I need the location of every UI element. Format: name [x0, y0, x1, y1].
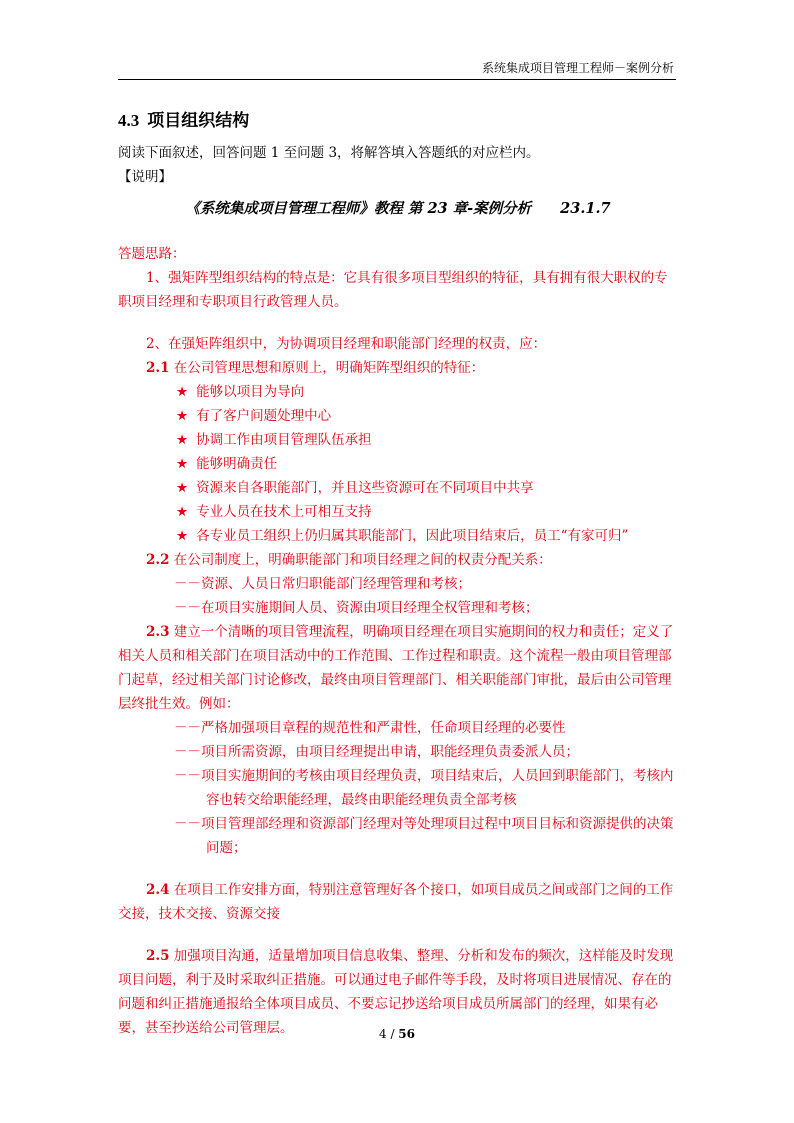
subsection-number: 2.3 — [146, 624, 170, 640]
page-total: 56 — [398, 1027, 415, 1041]
description-label: 【说明】 — [118, 169, 172, 185]
list-item: ★ 专业人员在技术上可相互支持 — [176, 504, 372, 520]
star-icon: ★ — [176, 504, 189, 520]
list-item: －－项目实施期间的考核由项目经理负责，项目结束后，人员回到职能部门，考核内容也转交给职能经理，最终由职能经理负责全部考核 — [174, 768, 674, 808]
section-number: 4.3 — [118, 111, 140, 130]
page-number: 4 — [378, 1027, 387, 1041]
textbook-reference: 《系统集成项目管理工程师》教程 第 23 章-案例分析 23.1.7 — [185, 200, 611, 217]
star-icon: ★ — [176, 408, 189, 424]
page-footer: 4 / 56 — [378, 1027, 415, 1041]
answer-point-2: 2、在强矩阵组织中，为协调项目经理和职能部门经理的权责，应： — [146, 336, 547, 352]
subsection-number: 2.4 — [146, 882, 170, 898]
list-item: ★ 协调工作由项目管理队伍承担 — [176, 432, 372, 448]
answer-heading: 答题思路： — [118, 246, 186, 262]
subsection-2-1 — [118, 356, 678, 380]
list-item: ★ 有了客户问题处理中心 — [176, 408, 332, 424]
star-icon: ★ — [176, 528, 189, 544]
star-list — [118, 380, 678, 548]
subsection-2-2 — [118, 548, 678, 572]
list-item: －－在项目实施期间人员、资源由项目经理全权管理和考核； — [174, 600, 539, 616]
subsection-text: 在公司制度上，明确职能部门和项目经理之间的权责分配关系： — [173, 552, 552, 568]
page-content — [118, 100, 678, 1040]
subsection-2-3 — [118, 620, 678, 716]
list-item: －－项目管理部经理和资源部门经理对等处理项目过程中项目目标和资源提供的决策问题； — [174, 816, 674, 856]
intro-paragraph: 阅读下面叙述，回答问题 1 至问题 3，将解答填入答题纸的对应栏内。 — [118, 145, 540, 161]
list-item: ★ 能够明确责任 — [176, 456, 278, 472]
subsection-number: 2.1 — [146, 360, 170, 376]
answer-block — [118, 242, 678, 1040]
subsection-text: 加强项目沟通，适量增加项目信息收集、整理、分析和发布的频次，这样能及时发现项目问题，利于及时采取纠正措施。可以通过电子邮件等手段，及时将项目进展情况、存在的问题和纠正措施通报给全体项目成员、不要忘记抄送给项目成员所属部门的经理，如果有必要，甚至抄送给公司管理层。 — [118, 948, 674, 1036]
answer-point-1: 1、强矩阵型组织结构的特点是：它具有很多项目型组织的特征，具有拥有很大职权的专职项目经理和专职项目行政管理人员。 — [118, 270, 668, 310]
star-icon: ★ — [176, 480, 189, 496]
subsection-text: 在项目工作安排方面，特别注意管理好各个接口，如项目成员之间或部门之间的工作交接，技术交接、资源交接 — [118, 882, 674, 922]
section-title — [118, 106, 678, 131]
section-title-text: 项目组织结构 — [147, 111, 250, 131]
list-item: ★ 各专业员工组织上仍归属其职能部门，因此项目结束后，员工“有家可归” — [176, 528, 629, 544]
subsection-2-5 — [118, 944, 678, 1040]
subsection-text: 建立一个清晰的项目管理流程，明确项目经理在项目实施期间的权力和责任；定义了相关人员和相关部门在项目活动中的工作范围、工作过程和职责。这个流程一般由项目管理部门起草，经过相关部门讨论修改，最终由项目管理部门、相关职能部门审批，最后由公司管理层终批生效。例如： — [118, 624, 674, 712]
list-item: －－严格加强项目章程的规范性和严肃性，任命项目经理的必要性 — [174, 720, 566, 736]
header-rule — [118, 79, 676, 80]
list-item: －－资源、人员日常归职能部门经理管理和考核； — [174, 576, 471, 592]
subsection-2-4 — [118, 878, 678, 926]
list-item: ★ 能够以项目为导向 — [176, 384, 305, 400]
star-icon: ★ — [176, 456, 189, 472]
list-item: ★ 资源来自各职能部门，并且这些资源可在不同项目中共享 — [176, 480, 534, 496]
star-icon: ★ — [176, 384, 189, 400]
list-item: －－项目所需资源，由项目经理提出申请，职能经理负责委派人员； — [174, 744, 579, 760]
star-icon: ★ — [176, 432, 189, 448]
running-header: 系统集成项目管理工程师－案例分析 — [481, 61, 674, 75]
subsection-text: 在公司管理思想和原则上，明确矩阵型组织的特征： — [173, 360, 485, 376]
subsection-number: 2.5 — [146, 948, 170, 964]
subsection-number: 2.2 — [146, 552, 170, 568]
